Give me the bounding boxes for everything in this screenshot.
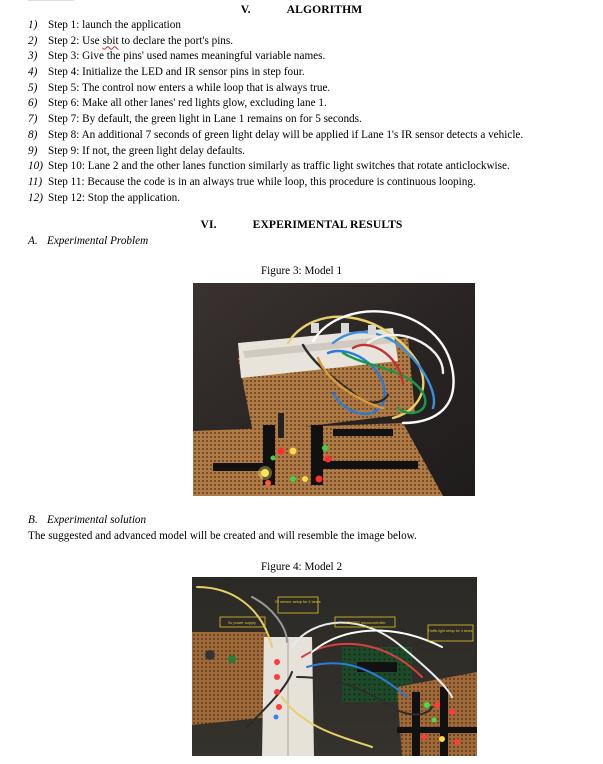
section-number: V.: [240, 3, 251, 16]
page-top-rule: [28, 0, 74, 1]
list-item: 4) Step 4: Initialize the LED and IR sensor pins in step four.: [28, 66, 305, 79]
figure-4-caption: Figure 4: Model 2: [260, 561, 343, 573]
subsection-b: B. Experimental solution: [28, 514, 147, 526]
section-number: VI.: [200, 218, 217, 231]
fig4-label-microcontroller: AT89S52 microcontroller: [344, 621, 386, 625]
list-item: 11) Step 11: Because the code is in an always true while loop, this procedure is continuous looping.: [28, 175, 476, 188]
list-item: 12) Step 12: Stop the application.: [28, 191, 181, 204]
spellcheck-word: sbit: [102, 34, 119, 47]
list-item: 3) Step 3: Give the pins' used names meaningful variable names.: [28, 50, 326, 63]
figure-3-photo: [193, 283, 475, 496]
list-item: 7) Step 7: By default, the green light in Lane 1 remains on for 5 seconds.: [28, 113, 362, 126]
fig4-label-ir-sensor: IR sensor setup for 4 lanes: [275, 600, 321, 604]
list-item: 5) Step 5: The control now enters a while loop that is always true.: [28, 81, 331, 94]
figure-4-photo: [192, 577, 477, 756]
list-item: 8) Step 8: An additional 7 seconds of green light delay will be applied if Lane 1's IR sensor detects a vehicle.: [28, 128, 524, 141]
section-heading: EXPERIMENTAL RESULTS: [252, 218, 403, 231]
section-title-results: [0, 218, 603, 231]
list-item: 10) Step 10: Lane 2 and the other lanes function similarly as traffic light switches that rotate anticlockwise.: [28, 160, 510, 173]
list-item: 9) Step 9: If not, the green light delay defaults.: [28, 144, 245, 157]
fig4-label-traffic-lights: Traffic light setup for 4 lanes: [427, 629, 473, 633]
list-item: 6) Step 6: Make all other lanes' red lights glow, excluding lane 1.: [28, 97, 327, 110]
algorithm-steps-list: [28, 18, 523, 206]
list-item: 2) Step 2: Use sbit to declare the port's pins.: [28, 34, 234, 47]
figure-3-caption: Figure 3: Model 1: [260, 265, 343, 277]
fig4-label-power-supply: 5v power supply: [228, 621, 256, 625]
section-heading: ALGORITHM: [286, 3, 363, 16]
list-item: 1) Step 1: launch the application: [28, 19, 181, 31]
section-title-algorithm: [0, 3, 603, 16]
subsection-a: A. Experimental Problem: [28, 235, 149, 247]
subsection-b-paragraph: The suggested and advanced model will be created and will resemble the image below.: [28, 530, 417, 542]
